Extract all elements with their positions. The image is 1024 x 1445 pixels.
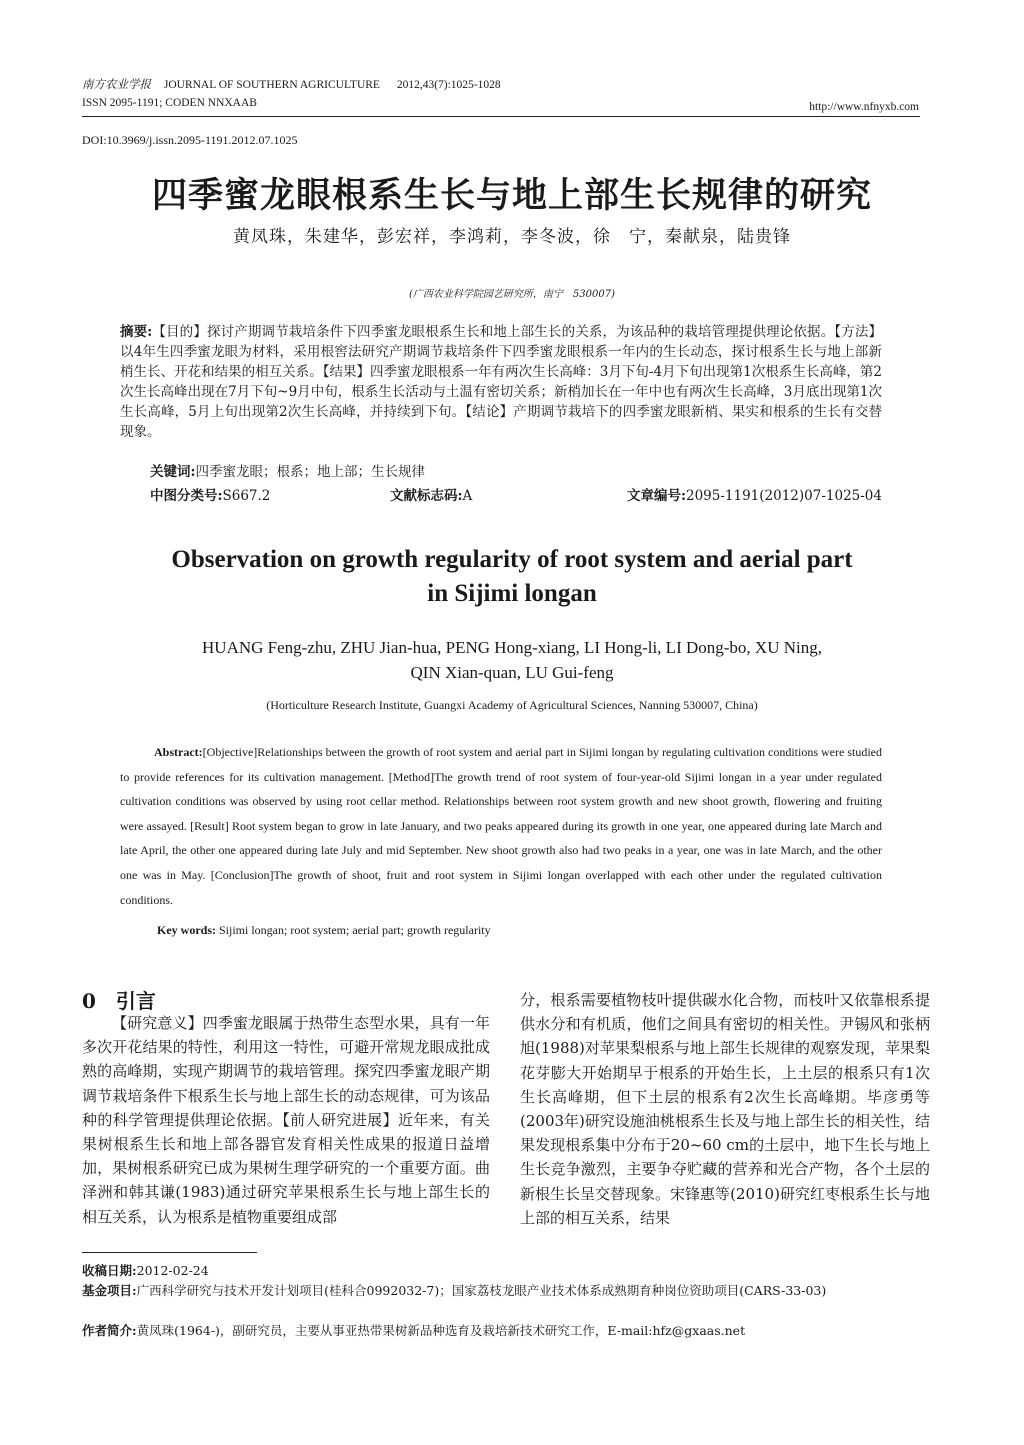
- abstract-en-text: [Objective]Relationships between the growth of root system and aerial part in Sijimi longan by regulating cultivation conditions were studied to provide references for its cultivation management. [Method]The growth trend of root system of four-year-old Sijimi longan in a year under regulated cultivation conditions was observed by using root cellar method. Relationships between root system growth and new shoot growth, flowering and fruiting were assayed. [Result] Root system began to grow in late January, and two peaks appeared during its growth in one year, one appeared during late March and late April, the other one appeared during late July and mid September. New shoot growth also had two peaks in a year, one was in late March, and the other one was in May. [Conclusion]The growth of shoot, fruit and root system in Sijimi longan overlapped with each other under the regulated cultivation conditions.: [120, 745, 882, 907]
- abstract-cn: [120, 322, 882, 442]
- doi[interactable]: DOI:10.3969/j.issn.2095-1191.2012.07.1025: [82, 133, 298, 147]
- section-heading: [82, 985, 156, 1014]
- received-value: 2012-02-24: [136, 1263, 209, 1278]
- authors-en-line2: QIN Xian-quan, LU Gui-feng: [410, 663, 614, 682]
- header-rule: [82, 116, 920, 117]
- title-en-line1: Observation on growth regularity of root system and aerial part: [171, 546, 853, 573]
- clc-value: S667.2: [222, 488, 271, 504]
- footnote-fund: [82, 1282, 998, 1300]
- affiliation-en: (Horticulture Research Institute, Guangxi Academy of Agricultural Sciences, Nanning 530007, China): [266, 698, 758, 712]
- doc-code-row: [390, 486, 472, 506]
- journal-url[interactable]: http://www.nfnyxb.com: [809, 101, 919, 113]
- body-column-right: 分，根系需要植物枝叶提供碳水化合物，而枝叶又依靠根系提供水分和有机质，他们之间具有密切的相关性。尹锡风和张柄旭(1988)对苹果梨根系与地上部生长规律的观察发现，苹果梨花芽膨大开始期早于根系的开始生长，上土层的根系只有1次生长高峰期，但下土层的根系有2次生长高峰期。毕彦勇等(2003年)研究设施油桃根系生长及与地上部生长的相关性，结果发现根系集中分布于20~60 cm的土层中，地下生长与地上生长竞争激烈，主要争夺贮藏的营养和光合产物，各个土层的新根生长呈交替现象。宋锋惠等(2010)研究红枣根系生长与地上部的相互关系，结果: [520, 991, 930, 1227]
- article-no-row: [627, 486, 882, 506]
- title-en: [0, 543, 1024, 611]
- journal-header-line1: [82, 78, 501, 93]
- title-en-line2: in Sijimi longan: [427, 580, 597, 607]
- keywords-cn-row: [150, 462, 425, 482]
- title-cn: 四季蜜龙眼根系生长与地上部生长规律的研究: [151, 175, 872, 216]
- author-label: 作者简介:: [82, 1323, 137, 1338]
- footnote-author: [82, 1322, 934, 1340]
- abstract-en: [120, 740, 882, 912]
- journal-name-cn: 南方农业学报: [82, 79, 151, 91]
- footnote-received: [82, 1262, 934, 1280]
- article-no-label: 文章编号:: [627, 488, 686, 504]
- doc-code-label: 文献标志码:: [390, 488, 463, 504]
- keywords-en: Sijimi longan; root system; aerial part; growth regularity: [219, 923, 491, 937]
- affiliation-cn: (广西农业科学院园艺研究所，南宁 530007): [409, 289, 615, 300]
- section-number: 0: [82, 989, 96, 1013]
- journal-name-en: JOURNAL OF SOUTHERN AGRICULTURE: [163, 79, 380, 91]
- clc-row: [150, 486, 270, 506]
- keywords-en-label: Key words:: [157, 923, 216, 937]
- received-label: 收稿日期:: [82, 1263, 137, 1278]
- keywords-cn: 四季蜜龙眼；根系；地上部；生长规律: [195, 464, 425, 480]
- authors-en-line1: HUANG Feng-zhu, ZHU Jian-hua, PENG Hong-xiang, LI Hong-li, LI Dong-bo, XU Ning,: [202, 638, 822, 657]
- section-title: 引言: [115, 989, 156, 1013]
- author-value: 黄凤珠(1964-)，副研究员，主要从事亚热带果树新品种选育及栽培新技术研究工作，E-mail:hfz@gxaas.net: [136, 1323, 746, 1338]
- fund-label: 基金项目:: [82, 1283, 137, 1298]
- fund-value: 广西科学研究与技术开发计划项目(桂科合0992032-7)；国家荔枝龙眼产业技术体系成熟期育种岗位资助项目(CARS-33-03): [136, 1283, 827, 1298]
- body-column-left: 【研究意义】四季蜜龙眼属于热带生态型水果，具有一年多次开花结果的特性，利用这一特性，可避开常规龙眼成批成熟的高峰期，实现产期调节的栽培管理。探究四季蜜龙眼产期调节栽培条件下根系生长与地上部生长的动态规律，可为该品种的科学管理提供理论依据。【前人研究进展】近年来，有关果树根系生长和地上部各器官发育相关性成果的报道日益增加，果树根系研究已成为果树生理学研究的一个重要方面。曲泽洲和韩其谦(1983)通过研究苹果根系生长与地上部生长的相互关系，认为根系是植物重要组成部: [82, 1014, 490, 1226]
- journal-citation: 2012,43(7):1025-1028: [396, 79, 501, 91]
- keywords-en-row: [157, 923, 491, 938]
- keywords-cn-label: 关键词:: [150, 464, 196, 480]
- doc-code-value: A: [462, 488, 473, 504]
- abstract-cn-label: 摘要:: [120, 324, 153, 340]
- footnote-rule: [82, 1252, 257, 1253]
- clc-label: 中图分类号:: [150, 488, 223, 504]
- abstract-en-label: Abstract:: [154, 745, 203, 759]
- authors-cn: 黄凤珠，朱建华，彭宏祥，李鸿莉，李冬波，徐 宁，秦献泉，陆贵锋: [233, 227, 791, 247]
- article-no-value: 2095-1191(2012)07-1025-04: [685, 488, 882, 504]
- abstract-cn-text: 【目的】探讨产期调节栽培条件下四季蜜龙眼根系生长和地上部生长的关系，为该品种的栽培管理提供理论依据。【方法】以4年生四季蜜龙眼为材料，采用根窖法研究产期调节栽培条件下四季蜜龙眼根系一年内的生长动态，探讨根系生长与地上部新梢生长、开花和结果的相互关系。【结果】四季蜜龙眼根系一年有两次生长高峰：3月下旬-4月下旬出现第1次根系生长高峰，第2次生长高峰出现在7月下旬~9月中旬，根系生长活动与土温有密切关系；新梢加长在一年中也有两次生长高峰，3月底出现第1次生长高峰，5月上旬出现第2次生长高峰，并持续到下旬。【结论】产期调节栽培下的四季蜜龙眼新梢、果实和根系的生长有交替现象。: [120, 324, 883, 440]
- journal-issn: ISSN 2095-1191; CODEN NNXAAB: [82, 97, 257, 109]
- authors-en: [0, 635, 1024, 685]
